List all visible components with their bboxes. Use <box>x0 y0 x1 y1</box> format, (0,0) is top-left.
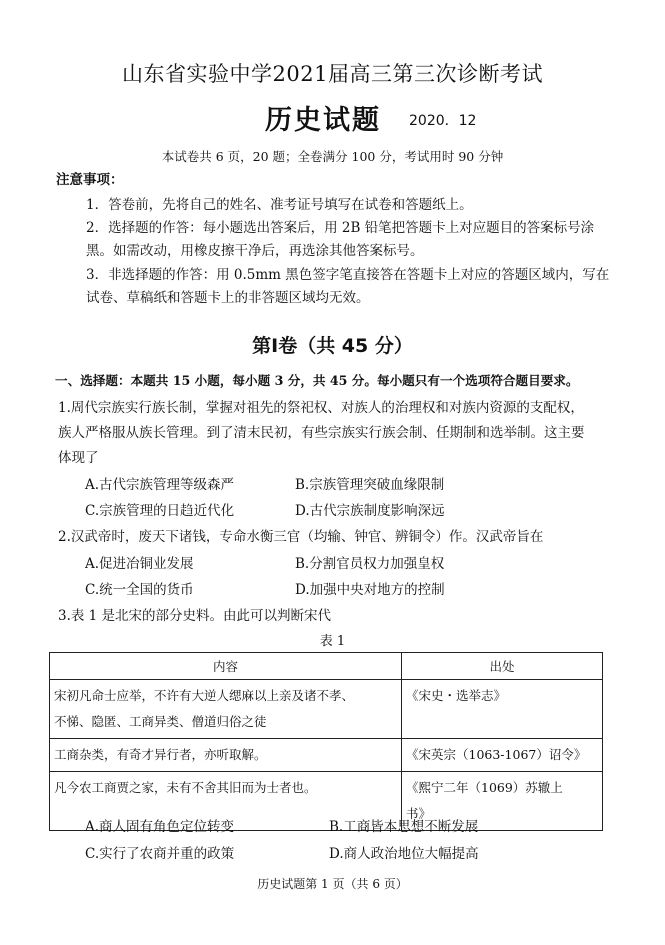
table-header-row <box>50 653 603 680</box>
table-row <box>50 680 603 739</box>
section-instruction: 一、选择题：本题共 15 小题，每小题 3 分，共 45 分。每小题只有一个选项符合题目要求。 <box>55 373 579 388</box>
q3-option-b: B.工商皆本思想不断发展 <box>329 819 479 835</box>
q2-option-a: A.促进冶铜业发展 <box>85 556 194 572</box>
r3-source-line2: 书》 <box>406 806 432 821</box>
q2-option-c: C.统一全国的货币 <box>85 582 194 598</box>
note-item-2-line2: 黑。如需改动，用橡皮擦干净后，再选涂其他答案标号。 <box>86 243 424 259</box>
q1-option-c: C.宗族管理的日趋近代化 <box>85 503 235 519</box>
page-footer: 历史试题第 1 页（共 6 页） <box>257 877 408 891</box>
q3-stem: 3.表 1 是北宋的部分史料。由此可以判断宋代 <box>58 608 332 624</box>
r1-content-line1: 宋初凡命士应举，不许有大逆人缌麻以上亲及诸不孝、 <box>54 688 355 703</box>
table-cell-content <box>50 739 402 772</box>
exam-title: 山东省实验中学2021届高三第三次诊断考试 <box>122 62 543 86</box>
q1-option-b: B.宗族管理突破血缘限制 <box>295 477 445 493</box>
table-caption: 表 1 <box>319 634 346 649</box>
subject-title: 历史试题 <box>265 105 381 136</box>
q1-option-a: A.古代宗族管理等级森严 <box>85 477 235 493</box>
source-table <box>49 652 603 831</box>
table-cell-content <box>50 680 402 739</box>
table-header-source: 出处 <box>402 653 603 680</box>
exam-info: 本试卷共 6 页，20 题；全卷满分 100 分，考试用时 90 分钟 <box>161 149 504 164</box>
q2-option-d: D.加强中央对地方的控制 <box>295 582 445 598</box>
exam-date: 2020．12 <box>409 113 477 129</box>
table-cell-source <box>402 680 603 739</box>
r2-content: 工商杂类，有奇才异行者，亦听取解。 <box>54 747 267 762</box>
q2-stem: 2.汉武帝时，废天下诸钱，专命水衡三官（均输、钟官、辨铜令）作。汉武帝旨在 <box>58 529 544 545</box>
q2-option-b: B.分割官员权力加强皇权 <box>295 556 445 572</box>
note-item-3-line2: 试卷、草稿纸和答题卡上的非答题区域均无效。 <box>86 290 370 306</box>
r2-source: 《宋英宗（1063-1067）诏令》 <box>406 747 587 762</box>
q1-stem-line3: 体现了 <box>58 450 99 466</box>
note-item-3-line1: 3．非选择题的作答：用 0.5mm 黑色签字笔直接答在答题卡上对应的答题区域内，写在 <box>86 267 610 283</box>
table-header-content: 内容 <box>50 653 402 680</box>
q1-option-d: D.古代宗族制度影响深远 <box>295 503 445 519</box>
note-item-2-line1: 2．选择题的作答：每小题选出答案后，用 2B 铅笔把答题卡上对应题目的答案标号涂 <box>86 220 595 236</box>
notes-heading: 注意事项： <box>56 172 124 188</box>
r3-source-line1: 《熙宁二年（1069）苏辙上 <box>406 780 563 795</box>
q3-option-a: A.商人固有角色定位转变 <box>85 819 235 835</box>
note-item-1: 1．答卷前，先将自己的姓名、准考证号填写在试卷和答题纸上。 <box>86 197 473 213</box>
r1-content-line2: 不悌、隐匿、工商异类、僧道归俗之徒 <box>54 714 267 729</box>
q3-option-c: C.实行了农商并重的政策 <box>85 846 235 862</box>
q1-stem-line2: 族人严格服从族长管理。到了清末民初，有些宗族实行族会制、任期制和选举制。这主要 <box>58 425 585 441</box>
r3-content: 凡今农工商贾之家，未有不舍其旧而为士者也。 <box>54 780 317 795</box>
table-cell-source <box>402 739 603 772</box>
q1-stem-line1: 1.周代宗族实行族长制，掌握对祖先的祭祀权、对族人的治理权和对族内资源的支配权， <box>58 400 584 416</box>
r1-source: 《宋史・选举志》 <box>406 688 507 703</box>
q3-option-d: D.商人政治地位大幅提高 <box>329 846 479 862</box>
section-title: 第Ⅰ卷（共 45 分） <box>252 335 413 357</box>
table-row <box>50 739 603 772</box>
